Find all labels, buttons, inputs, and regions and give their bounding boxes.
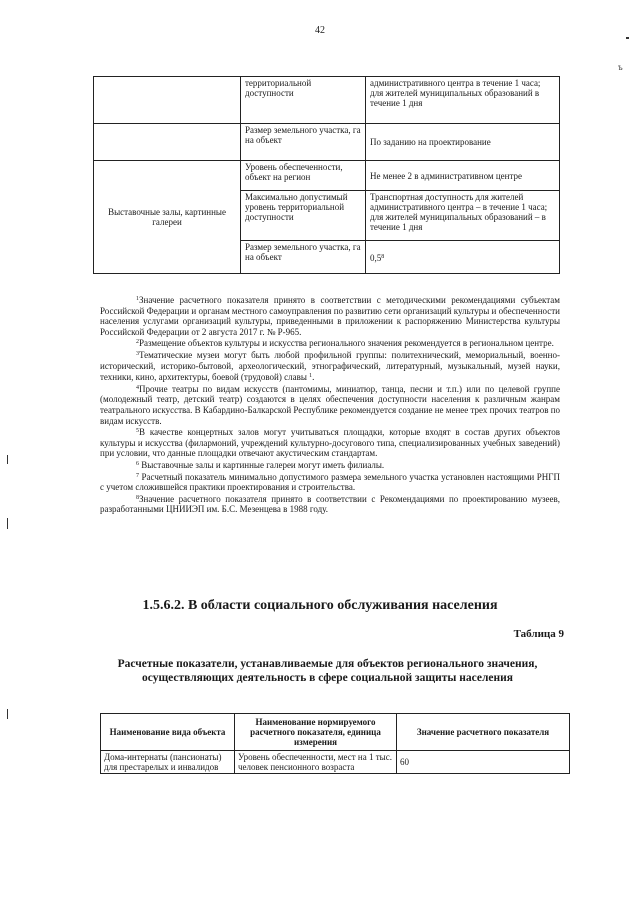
- value-cell: Транспортная доступность для жителей административного центра – в течение 1 часа; для жителей муниципальных образований – в течение 1 дня: [366, 191, 560, 241]
- value-cell: По заданию на проектирование: [366, 124, 560, 161]
- value-text: 0,5: [370, 252, 382, 263]
- column-header: Наименование вида объекта: [101, 714, 235, 751]
- footnote: [100, 493, 560, 515]
- indicator-cell: Максимально допустимый уровень территориальной доступности: [241, 191, 366, 241]
- footnote-marker: 5: [136, 428, 139, 435]
- footnote-marker: 1: [136, 296, 139, 302]
- table-row: [94, 77, 560, 124]
- footnote-text: В качестве концертных залов могут учитываться площадки, которые входят в состав других объектов культуры и искусства (филармоний, учреждений культурно-досугового типа, специализированных учебных заведений) при условии, что данные площадки отвечают акустическим стандартам.: [100, 427, 560, 459]
- column-header: Наименование нормируемого расчетного показателя, единица измерения: [235, 714, 397, 751]
- value-cell: Не менее 2 в административном центре: [366, 161, 560, 191]
- scan-tick-left-3: [7, 709, 8, 719]
- footnote-text: Выставочные залы и картинные галереи могут иметь филиалы.: [139, 459, 385, 470]
- table-cell-empty: [94, 77, 241, 124]
- object-category-cell: Выставочные залы, картинные галереи: [94, 161, 241, 274]
- table-row: [94, 124, 560, 161]
- footnote: [100, 294, 560, 337]
- table-row: [101, 751, 570, 774]
- footnote: [100, 471, 560, 493]
- footnote-marker: 3: [136, 350, 139, 357]
- indicator-cell: Уровень обеспеченности, мест на 1 тыс. человек пенсионного возраста: [235, 751, 397, 774]
- scan-tick-left-2: [7, 518, 8, 529]
- table-cell-empty: [94, 124, 241, 161]
- footnote-text: Значение расчетного показателя принято в соответствии с методическими рекомендациями субъектам Российской Федерации и органам местного самоуправления по развитию сети организаций культуры и обеспеченности населения услугами организаций культуры, приведенными в приложении к распоряжению Министерства культуры Российской Федерации от 2 августа 2017 г. № Р-965.: [100, 295, 560, 337]
- footnote: [100, 383, 560, 426]
- scan-tick-left-1: [7, 455, 8, 464]
- footnote: [100, 426, 560, 459]
- footnote: [100, 459, 560, 471]
- scan-dot: [626, 37, 629, 39]
- object-name-cell: Дома-интернаты (пансионаты) для престарелых и инвалидов: [101, 751, 235, 774]
- footnote-text: Прочие театры по видам искусств (пантомимы, миниатюр, танца, песни и т.п.) или по целевой группе (молодежный театр, детский театр) создаются в целях обеспечения доступности населения к различным жанрам театрального искусства. В Кабардино-Балкарской Республике рекомендуется создание не менее трех прочих театров по видам искусств.: [100, 383, 561, 426]
- footnote-text: Размещение объектов культуры и искусства регионального значения рекомендуется в региональном центре.: [139, 338, 554, 349]
- table-header-row: [101, 714, 570, 751]
- footnote-marker: 2: [136, 339, 139, 346]
- culture-indicators-table: [93, 76, 560, 274]
- value-cell: [366, 241, 560, 274]
- footnote-marker: 7: [136, 472, 139, 479]
- page-number: 42: [315, 25, 325, 36]
- footnote-text: Тематические музеи могут быть любой профильной группы: политехнический, мемориальный, военно-исторический, историко-бытовой, археологический, этнографический, литературный, музыкальный, музей науки, техники, кино, архитектуры, боевой (трудовой) славы: [100, 349, 560, 383]
- value-cell: 60: [397, 751, 570, 774]
- section-heading: 1.5.6.2. В области социального обслуживания населения: [142, 598, 498, 613]
- footnote-text: Расчетный показатель минимально допустимого размера земельного участка установлен настоящими РНГП с учетом сложившейся практики проектирования и строительства.: [100, 471, 560, 493]
- footnote-marker: 8: [136, 494, 139, 501]
- footnote: [100, 337, 560, 349]
- table-title: Расчетные показатели, устанавливаемые для объектов регионального значения, осуществляющих деятельность в сфере социальной защиты населения: [117, 658, 538, 684]
- indicator-cell: Размер земельного участка, га на объект: [241, 241, 366, 274]
- footnote-tail: .: [312, 372, 315, 383]
- indicator-cell: Уровень обеспеченности, объект на регион: [241, 161, 366, 191]
- indicator-cell: территориальной доступности: [241, 77, 366, 124]
- footnote-marker: 6: [136, 460, 139, 467]
- footnote-ref: 1: [309, 373, 313, 380]
- footnote: [100, 349, 560, 383]
- social-protection-table: [100, 713, 570, 774]
- value-cell: административного центра в течение 1 часа; для жителей муниципальных образований в течение 1 дня: [366, 77, 560, 124]
- indicator-cell: Размер земельного участка, га на объект: [241, 124, 366, 161]
- column-header: Значение расчетного показателя: [397, 714, 570, 751]
- footnotes: [100, 294, 560, 515]
- table-label: Таблица 9: [513, 628, 564, 640]
- table-row: [94, 161, 560, 191]
- footnote-text: Значение расчетного показателя принято в соответствии с Рекомендациями по проектированию музеев, разработанными ЦНИИЭП им. Б.С. Мезенцева в 1988 году.: [100, 493, 560, 515]
- footnote-marker: 4: [136, 384, 139, 391]
- footnote-ref: 8: [381, 253, 385, 260]
- scan-corner-mark: ъ: [618, 62, 623, 72]
